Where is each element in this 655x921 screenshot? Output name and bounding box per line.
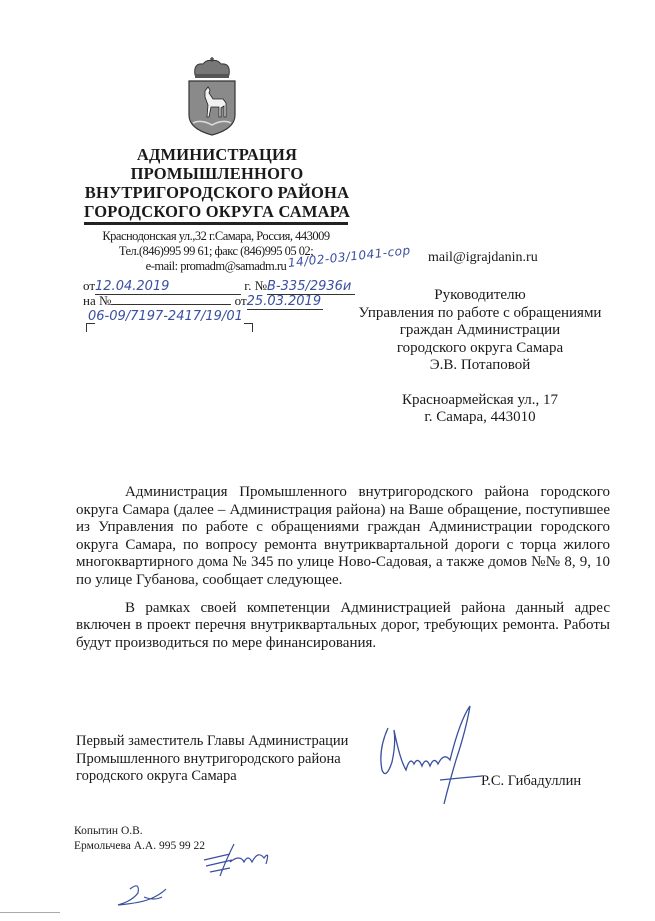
- signer-name: Р.С. Гибадуллин: [481, 773, 582, 789]
- recipient-line: Руководителю: [434, 287, 526, 303]
- reference-number: 06-09/7197-2417/19/01: [88, 309, 243, 324]
- initials-signature-icon: [200, 840, 280, 880]
- signer-position: [76, 733, 348, 786]
- recipient-block: [345, 287, 615, 427]
- recipient-address: Красноармейская ул., 17: [401, 391, 559, 408]
- executor-line: Копытин О.В.: [74, 825, 143, 837]
- org-title-line: АДМИНИСТРАЦИЯ: [136, 145, 298, 164]
- corner-mark: [86, 323, 95, 332]
- recipient-line: граждан Администрации: [399, 322, 561, 338]
- outgoing-date: 12.04.2019: [95, 280, 241, 295]
- on-number-value: [111, 304, 231, 305]
- body-paragraph: В рамках своей компетенции Администрацией района данный адрес включен в проект перечня внутриквартальных дорог, требующих ремонта. Работы будут производиться по мере финансирования.: [76, 599, 610, 651]
- outgoing-number: В-335/2936и: [267, 280, 355, 295]
- signer-position-line: Первый заместитель Главы Администрации: [76, 733, 349, 749]
- org-title-line: ГОРОДСКОГО ОКРУГА САМАРА: [83, 202, 351, 221]
- handwritten-incoming-number: 14/02-03/1041-сор: [287, 243, 412, 270]
- signer-position-line: городского округа Самара: [76, 768, 237, 784]
- org-address: Краснодонская ул.,32 г.Самара, Россия, 443009: [102, 229, 330, 243]
- recipient-line: городского округа Самара: [396, 339, 564, 356]
- recipient-name: Э.В. Потаповой: [429, 357, 531, 373]
- initials-signature-icon: [110, 875, 180, 910]
- org-title-line: ПРОМЫШЛЕННОГО: [130, 164, 304, 183]
- signer-position-line: Промышленного внутригородского района: [76, 750, 341, 767]
- executors-block: [74, 824, 205, 854]
- on-date: 25.03.2019: [246, 294, 322, 309]
- recipient-city: г. Самара, 443010: [424, 409, 536, 425]
- org-email: e-mail: promadm@samadm.ru: [145, 259, 287, 273]
- on-number-label: на №: [83, 293, 112, 308]
- incoming-ref-row: [83, 293, 323, 310]
- org-phone-fax: Тел.(846)995 99 61; факс (846)995 05 02;: [118, 244, 314, 258]
- scan-edge: [0, 912, 60, 913]
- samara-coat-of-arms-icon: [181, 55, 243, 137]
- organization-title: [72, 145, 362, 221]
- handwritten-signature-icon: [370, 700, 510, 810]
- number-label: г. №: [244, 278, 268, 293]
- from-label: от: [83, 278, 96, 293]
- recipient-email: mail@igrajdanin.ru: [428, 250, 538, 265]
- on-date-label: от: [234, 293, 247, 308]
- recipient-line: Управления по работе с обращениями: [358, 304, 602, 321]
- letterhead-divider: [84, 222, 348, 225]
- org-title-line: ВНУТРИГОРОДСКОГО РАЙОНА: [84, 183, 350, 202]
- letter-body: [76, 484, 610, 652]
- body-paragraph: Администрация Промышленного внутригородского района городского округа Самара (далее – Администрация района) на Ваше обращение, поступившее из Управления по работе с обращениями граждан Администрации городского округа Самара, по вопросу ремонта внутриквартальной дороги с торца жилого многоквартирного дома № 345 по улице Ново-Садовая, а также домов №№ 8, 9, 10 по улице Губанова, сообщает следующее.: [76, 484, 610, 588]
- corner-mark: [244, 323, 253, 332]
- executor-line: Ермольчева А.А. 995 99 22: [74, 840, 205, 852]
